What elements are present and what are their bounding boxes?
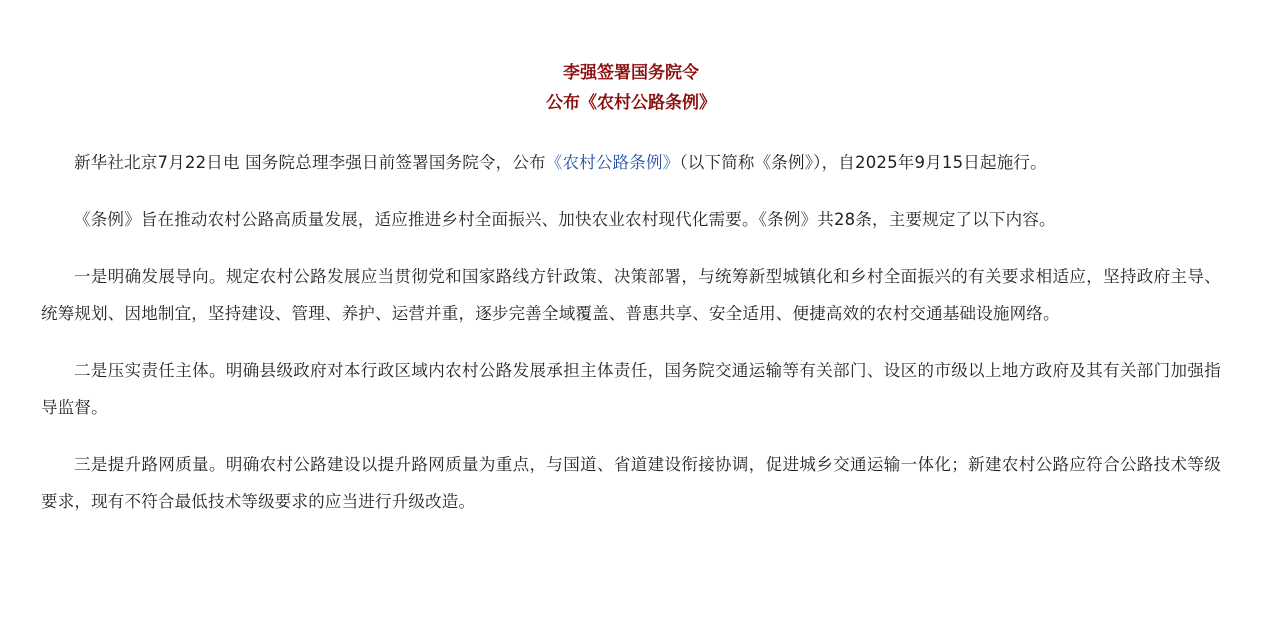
article-body — [41, 0, 1221, 520]
paragraph-4: 二是压实责任主体。明确县级政府对本行政区域内农村公路发展承担主体责任，国务院交通运输等有关部门、设区的市级以上地方政府及其有关部门加强指导监督。 — [41, 361, 1221, 417]
paragraph-1-lead: 新华社北京7月22日电 国务院总理李强日前签署国务院令，公布 — [74, 153, 546, 172]
paragraph-3: 一是明确发展导向。规定农村公路发展应当贯彻党和国家路线方针政策、决策部署，与统筹新型城镇化和乡村全面振兴的有关要求相适应，坚持政府主导、统筹规划、因地制宜，坚持建设、管理、养护、运营并重，逐步完善全域覆盖、普惠共享、安全适用、便捷高效的农村交通基础设施网络。 — [41, 267, 1221, 323]
headline-line-1: 李强签署国务院令 — [563, 63, 699, 83]
paragraph-1 — [41, 144, 1221, 181]
headline-line-2: 公布《农村公路条例》 — [546, 93, 716, 113]
paragraph-1-tail: （以下简称《条例》），自2025年9月15日起施行。 — [679, 153, 1047, 172]
paragraph-2: 《条例》旨在推动农村公路高质量发展，适应推进乡村全面振兴、加快农业农村现代化需要。《条例》共28条，主要规定了以下内容。 — [74, 210, 1056, 229]
paragraph-5: 三是提升路网质量。明确农村公路建设以提升路网质量为重点，与国道、省道建设衔接协调，促进城乡交通运输一体化；新建农村公路应符合公路技术等级要求，现有不符合最低技术等级要求的应当进行升级改造。 — [41, 455, 1221, 511]
regulation-link[interactable]: 《农村公路条例》 — [545, 153, 680, 172]
